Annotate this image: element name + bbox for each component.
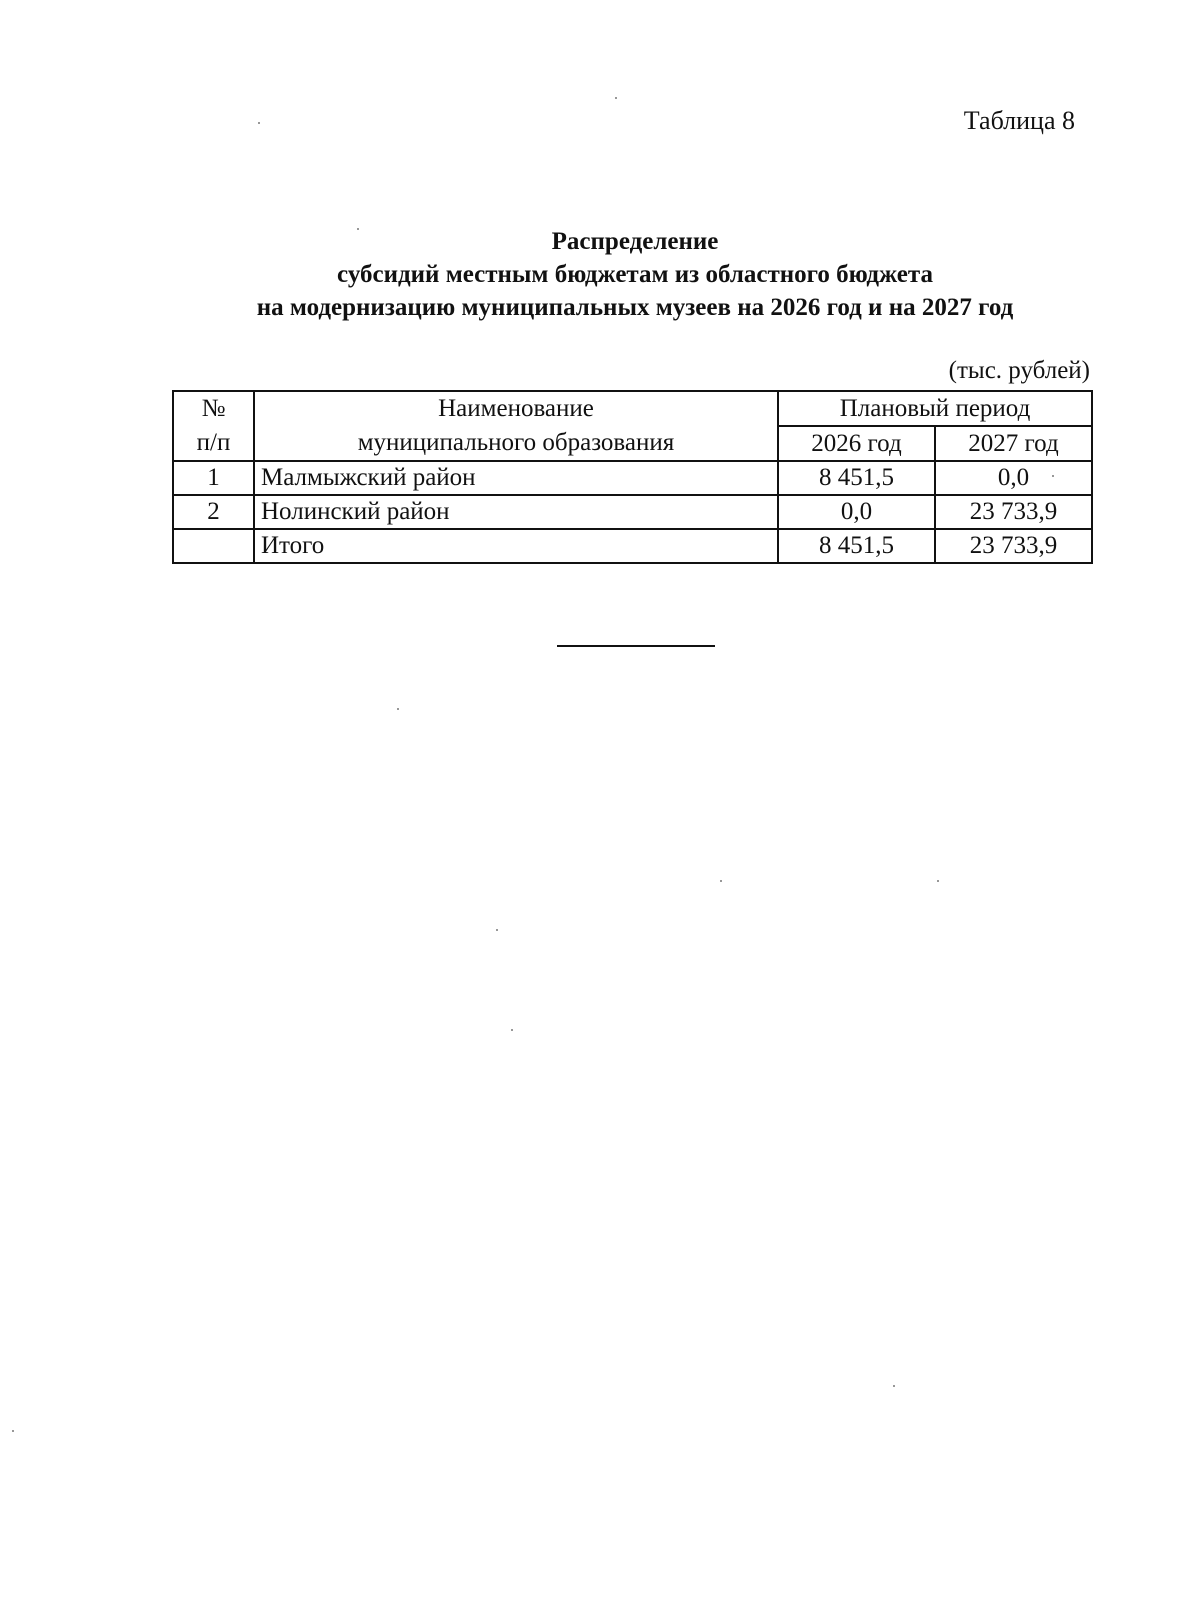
row-name: Малмыжский район	[254, 461, 778, 495]
header-year-2027: 2027 год	[935, 426, 1092, 461]
scan-speck	[937, 880, 939, 882]
total-row	[173, 529, 1092, 563]
header-num	[173, 391, 254, 461]
total-value-2027: 23 733,9	[935, 529, 1092, 563]
total-num	[173, 529, 254, 563]
header-name	[254, 391, 778, 461]
row-name: Нолинский район	[254, 495, 778, 529]
table-number: Таблица 8	[963, 106, 1075, 135]
header-num-line2: п/п	[196, 429, 231, 456]
scan-speck	[720, 880, 722, 882]
scan-speck	[893, 1385, 895, 1387]
table-row	[173, 461, 1092, 495]
scan-speck	[397, 708, 399, 710]
units-label: (тыс. рублей)	[948, 357, 1090, 384]
total-value-2026: 8 451,5	[778, 529, 935, 563]
row-value-2026: 0,0	[778, 495, 935, 529]
scan-speck	[615, 97, 617, 99]
scan-speck	[357, 228, 359, 230]
total-label: Итого	[254, 529, 778, 563]
row-value-2027: 0,0	[935, 461, 1092, 495]
scan-speck	[511, 1029, 513, 1031]
scan-speck	[1052, 475, 1054, 477]
scan-speck	[12, 1430, 14, 1432]
scan-speck	[496, 929, 498, 931]
subsidy-table	[172, 390, 1093, 564]
header-name-line2: муниципального образования	[357, 429, 675, 456]
header-name-line1: Наименование	[438, 395, 594, 422]
closing-rule	[557, 645, 715, 647]
row-value-2026: 8 451,5	[778, 461, 935, 495]
title-line-1: Распределение	[551, 228, 719, 255]
title-line-3: на модернизацию муниципальных музеев на 2026 год и на 2027 год	[256, 294, 1014, 321]
header-row	[173, 391, 1092, 426]
header-period: Плановый период	[778, 391, 1092, 426]
row-num: 2	[173, 495, 254, 529]
row-value-2027: 23 733,9	[935, 495, 1092, 529]
row-num: 1	[173, 461, 254, 495]
table-row	[173, 495, 1092, 529]
header-year-2026: 2026 год	[778, 426, 935, 461]
header-num-line1: №	[201, 395, 226, 422]
scan-speck	[258, 122, 260, 124]
title-line-2: субсидий местным бюджетам из областного бюджета	[337, 261, 933, 288]
document-title	[0, 225, 1200, 324]
